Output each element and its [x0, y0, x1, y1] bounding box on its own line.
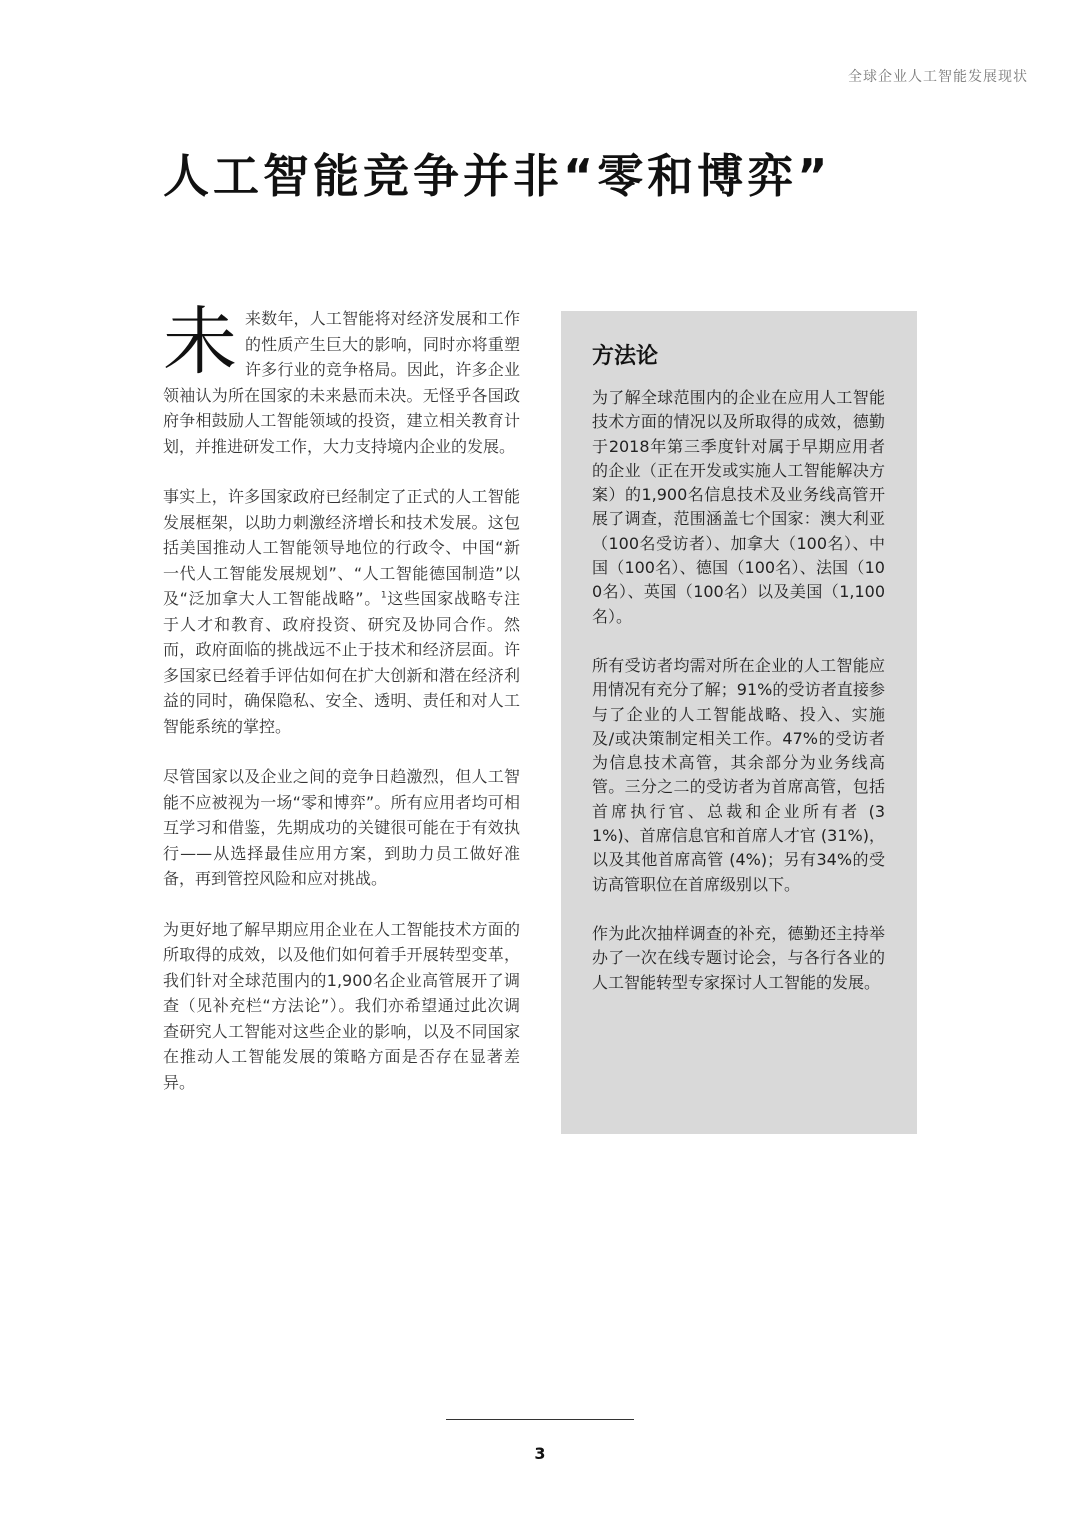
footnote-marker: 1 [380, 590, 387, 601]
body-paragraph-4: 为更好地了解早期应用企业在人工智能技术方面的所取得的成效，以及他们如何着手开展转型变革，我们针对全球范围内的1,900名企业高管展开了调查（见补充栏“方法论”）。我们亦希望通过此次调查研究人工智能对这些企业的影响，以及不同国家在推动人工智能发展的策略方面是否存在显著差异。 [163, 919, 520, 1092]
main-body-column [163, 299, 520, 1120]
methodology-sidebar [561, 311, 917, 1134]
body-paragraph-2-text-a: 事实上，许多国家政府已经制定了正式的人工智能发展框架，以助力刺激经济增长和技术发展。这包括美国推动人工智能领导地位的行政令、中国“新一代人工智能发展规划”、“人工智能德国制造”以及“泛加拿大人工智能战略”。 [163, 487, 520, 608]
sidebar-paragraph-1: 为了解全球范围内的企业在应用人工智能技术方面的情况以及所取得的成效，德勤于2018年第三季度针对属于早期应用者的企业（正在开发或实施人工智能解决方案）的1,900名信息技术及业务线高管开展了调查，范围涵盖七个国家：澳大利亚（100名受访者）、加拿大（100名）、中国（100名）、德国（100名）、法国（100名）、英国（100名）以及美国（1,100名）。 [592, 388, 885, 626]
drop-cap: 未 [163, 299, 237, 385]
body-paragraph-2 [163, 484, 520, 739]
sidebar-title: 方法论 [592, 344, 659, 369]
intro-paragraph-text: 来数年，人工智能将对经济发展和工作的性质产生巨大的影响，同时亦将重塑许多行业的竞争格局。因此，许多企业领袖认为所在国家的未来悬而未决。无怪乎各国政府争相鼓励人工智能领域的投资，建立相关教育计划，并推进研发工作，大力支持境内企业的发展。 [163, 309, 520, 456]
running-header: 全球企业人工智能发展现状 [848, 69, 1028, 85]
sidebar-paragraph-2: 所有受访者均需对所在企业的人工智能应用情况有充分了解；91%的受访者直接参与了企业的人工智能战略、投入、实施及/或决策制定相关工作。47%的受访者为信息技术高管，其余部分为业务线高管。三分之二的受访者为首席高管，包括首席执行官、总裁和企业所有者 (31%)、首席信息官和首席人才官 (31%)，以及其他首席高管 (4%)；另有34%的受访高管职位在首席级别以下。 [592, 655, 885, 894]
intro-paragraph [163, 299, 520, 459]
page-title: 人工智能竞争并非“零和博弈” [163, 149, 832, 203]
page-number: 3 [534, 1444, 546, 1463]
footer-divider [446, 1419, 634, 1420]
body-paragraph-2-text-b: 这些国家战略专注于人才和教育、政府投资、研究及协同合作。然而，政府面临的挑战远不止于技术和经济层面。许多国家已经着手评估如何在扩大创新和潜在经济利益的同时，确保隐私、安全、透明、责任和对人工智能系统的掌控。 [163, 589, 520, 736]
body-paragraph-3: 尽管国家以及企业之间的竞争日趋激烈，但人工智能不应被视为一场“零和博弈”。所有应用者均可相互学习和借鉴，先期成功的关键很可能在于有效执行——从选择最佳应用方案，到助力员工做好准备，再到管控风险和应对挑战。 [163, 767, 520, 888]
sidebar-paragraph-3: 作为此次抽样调查的补充，德勤还主持举办了一次在线专题讨论会，与各行各业的人工智能转型专家探讨人工智能的发展。 [592, 923, 885, 992]
